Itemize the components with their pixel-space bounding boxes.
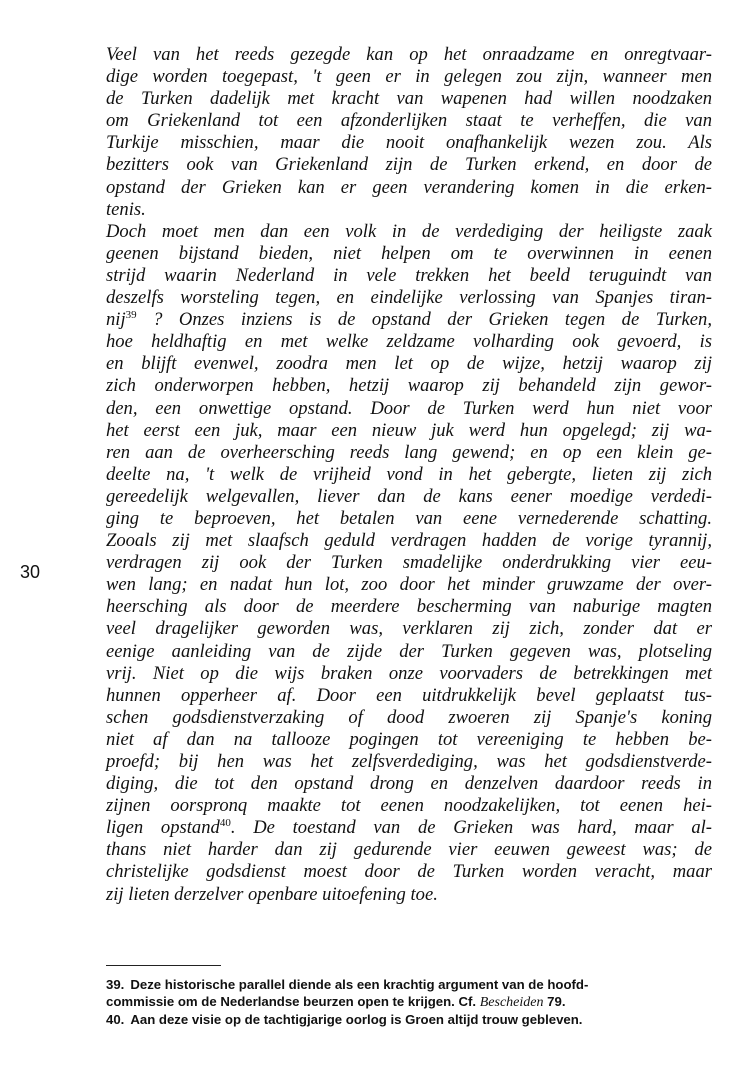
text-line: ging te beproeven, het betalen van eene vernederende schatting. [106, 507, 712, 529]
text-line: wen lang; en nadat hun lot, zoo door het minder gruwzame der over- [106, 574, 712, 596]
text-line: eenige aanleiding van de zijde der Turken gegeven was, plotseling [106, 640, 712, 662]
text-line: diging, die tot den opstand drong en denzelven daardoor reeds in [106, 773, 712, 795]
text-line: geenen bijstand bieden, niet helpen om te overwinnen in eenen [106, 242, 712, 264]
text-line: zijnen oorspronq maakte tot eenen noodzakelijken, tot eenen hei- [106, 795, 712, 817]
text-line: niet af dan na tallooze pogingen tot vereeniging te hebben be- [106, 728, 712, 750]
text-line: veel dragelijker geworden was, verklaren zij zich, zonder dat er [106, 618, 712, 640]
footnote-ref-39[interactable]: 39 [125, 309, 137, 322]
footnote-divider [106, 965, 221, 966]
footnote-number: 40. [106, 1012, 125, 1027]
text-line: dige worden toegepast, 't geen er in gelegen zou zijn, wanneer men [106, 66, 712, 88]
footnote-text: Aan deze visie op de tachtigjarige oorlog is Groen altijd trouw gebleven. [130, 1012, 583, 1027]
text-line: Turkije misschien, maar die nooit onafhankelijk wezen zou. Als [106, 132, 712, 154]
text-line: tenis. [106, 198, 146, 220]
text-line: vrij. Niet op die wijs braken onze voorvaders de betrekkingen met [106, 662, 712, 684]
text-fragment: ? Onzes inziens is de opstand der Grieken tegen de Turken, [136, 309, 712, 331]
text-line: den, een onwettige opstand. Door de Turken werd hun niet voor [106, 397, 712, 419]
text-line: ren aan de overheersching reeds lang gewend; en op een klein ge- [106, 441, 712, 463]
footnote-text: 79. [543, 994, 566, 1009]
text-line: en blijft evenwel, zoodra men let op de wijze, hetzij waarop zij [106, 353, 712, 375]
text-fragment: nij [106, 309, 126, 331]
text-line: Zooals zij met slaafsch geduld verdragen hadden de vorige tyrannij, [106, 530, 712, 552]
footnote-text: commissie om de Nederlandse beurzen open te krijgen. Cf. [106, 994, 480, 1009]
text-fragment: . De toestand van de Grieken was hard, maar al- [230, 817, 712, 839]
text-line: deszelfs worsteling tegen, en eindelijke verlossing van Spanjes tiran- [106, 287, 712, 309]
main-text [106, 44, 712, 906]
text-line: proefd; bij hen was het zelfsverdediging, was het godsdienstverde- [106, 751, 712, 772]
footnote-ref-40[interactable]: 40 [219, 817, 231, 830]
text-line: thans niet harder dan zij gedurende vier eeuwen geweest was; de [106, 839, 712, 861]
footnotes [106, 976, 718, 1028]
text-fragment: ligen opstand [106, 817, 220, 839]
text-line: deelte na, 't welk de vrijheid vond in het gebergte, lieten zij zich [106, 463, 712, 485]
text-line: zij lieten derzelver openbare uitoefening toe. [106, 883, 438, 905]
footnote-40 [106, 1011, 718, 1028]
text-line: hoe heldhaftig en met welke zeldzame volharding ook gevoerd, is [106, 331, 712, 353]
text-line: het eerst een juk, maar een nieuw juk werd hun opgelegd; zij wa- [106, 419, 712, 441]
text-line: opstand der Grieken kan er geen verandering komen in die erken- [106, 176, 712, 198]
text-line: gereedelijk welgevallen, liever dan de kans eener moedige verdedi- [106, 485, 712, 507]
text-line: om Griekenland tot een afzonderlijken staat te verheffen, die van [106, 110, 712, 132]
text-line: Doch moet men dan een volk in de verdediging der heiligste zaak [106, 220, 712, 242]
text-line: zich onderworpen hebben, hetzij waarop zij behandeld zijn gewor- [106, 375, 712, 397]
text-line: verdragen zij ook der Turken smadelijke onderdrukking vier eeu- [106, 552, 712, 574]
text-line: schen godsdienstverzaking of dood zwoeren zij Spanje's koning [106, 706, 712, 728]
footnote-text: Deze historische parallel diende als een krachtig argument van de hoofd- [130, 977, 589, 992]
text-line: hunnen opperheer af. Door een uitdrukkelijk bevel geplaatst tus- [106, 684, 712, 706]
text-line: heersching als door de meerdere bescherming van naburige magten [106, 596, 712, 618]
footnote-italic-title: Bescheiden [479, 995, 544, 1010]
footnote-39 [106, 976, 718, 1011]
paragraph-2 [106, 221, 712, 906]
text-line: bezitters ook van Griekenland zijn de Turken erkend, en door de [106, 154, 712, 176]
footnote-number: 39. [106, 977, 125, 992]
text-line: christelijke godsdienst moest door de Turken worden veracht, maar [106, 861, 712, 883]
text-line-with-footnote [106, 817, 712, 839]
text-line: de Turken dadelijk met kracht van wapenen had willen noodzaken [106, 88, 712, 110]
paragraph-1 [106, 44, 712, 221]
text-line: strijd waarin Nederland in vele trekken het beeld teruguindt van [106, 264, 712, 286]
text-line: Veel van het reeds gezegde kan op het onraadzame en onregtvaar- [106, 44, 712, 65]
text-line-with-footnote [106, 309, 712, 331]
margin-line-number: 30 [20, 562, 41, 582]
